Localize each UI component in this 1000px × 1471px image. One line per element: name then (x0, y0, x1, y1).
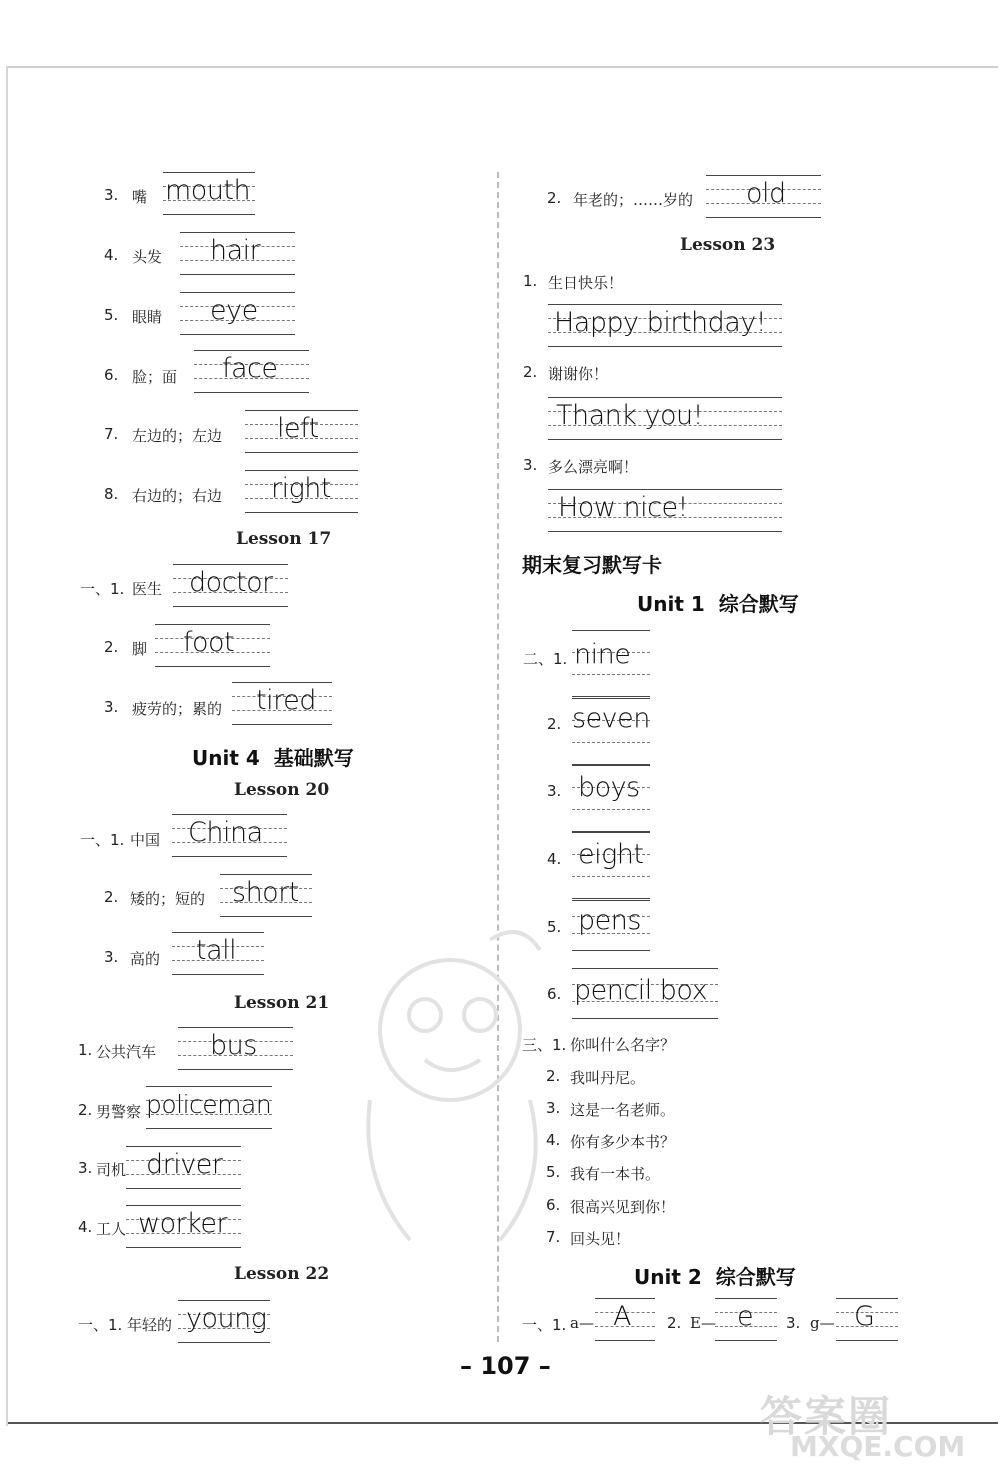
answer-word: left (277, 413, 319, 444)
answer-word: eight (578, 839, 644, 870)
item-number: 5. (104, 306, 119, 324)
writing-box (178, 1300, 270, 1342)
item-number: 3. (104, 186, 119, 204)
writing-box (245, 470, 358, 512)
item-label: 左边的；左边 (132, 427, 223, 445)
writing-box (548, 304, 782, 346)
item-label: 谢谢你！ (548, 365, 609, 383)
unit-number: Unit 1 (637, 592, 705, 616)
item-label: 医生 (132, 580, 163, 598)
writing-box (178, 1027, 293, 1069)
sentence-text: 我叫丹尼。 (570, 1069, 646, 1087)
answer-letter: G (854, 1301, 875, 1332)
answer-word: old (746, 178, 786, 209)
answer-word: tired (256, 685, 316, 716)
writing-box (595, 1298, 655, 1340)
writing-box (706, 175, 821, 217)
watermark-logo: 答案圈 (760, 1392, 893, 1441)
sentence-text: 回头见！ (570, 1230, 631, 1248)
item-number: 2. (547, 715, 562, 733)
writing-box (572, 968, 718, 1018)
unit-subtitle: 综合默写 (715, 1265, 796, 1289)
item-number: 3. (104, 698, 119, 716)
item-label: 公共汽车 (96, 1043, 157, 1061)
sentence-number: 6. (546, 1196, 561, 1214)
writing-box (220, 874, 312, 916)
sentence-number: 7. (546, 1228, 561, 1246)
item-number: 2. (104, 888, 119, 906)
item-label: 生日快乐！ (548, 274, 624, 292)
sentence-text: 很高兴见到你！ (570, 1198, 676, 1216)
unit-subtitle: 基础默写 (273, 746, 354, 770)
item-number: 二、1. (523, 650, 568, 668)
item-number: 3. (547, 782, 562, 800)
sentence-number: 4. (546, 1131, 561, 1149)
item-number: 2. (667, 1314, 682, 1332)
answer-word: boys (578, 772, 640, 803)
item-number: 1. (78, 1041, 93, 1059)
item-label: 工人 (96, 1220, 127, 1238)
sentence-text: 我有一本书。 (570, 1165, 661, 1183)
section-title: 期末复习默写卡 (522, 553, 662, 577)
answer-word: seven (572, 703, 650, 734)
sentence-text: 你叫什么名字？ (570, 1036, 676, 1054)
unit-number: Unit 2 (634, 1265, 702, 1289)
writing-box (232, 682, 332, 724)
item-number: 3. (523, 456, 538, 474)
answer-phrase: Happy birthday! (554, 307, 767, 338)
writing-box (245, 410, 358, 452)
top-rule (8, 66, 998, 68)
writing-box (126, 1205, 241, 1247)
sentence-number: 三、1. (522, 1036, 567, 1054)
answer-word: bus (210, 1030, 257, 1061)
writing-box (548, 489, 782, 531)
answer-phrase: How nice! (558, 492, 688, 523)
writing-box (548, 397, 782, 439)
item-number: 3. (78, 1159, 93, 1177)
item-number: 4. (78, 1218, 93, 1236)
sentence-number: 2. (546, 1067, 561, 1085)
answer-word: hair (210, 235, 261, 266)
writing-box (572, 900, 650, 950)
writing-box (146, 1086, 272, 1128)
item-number: 一、1. (522, 1316, 567, 1334)
lesson-title: Lesson 23 (680, 235, 776, 255)
writing-box (572, 765, 650, 831)
writing-box (155, 624, 270, 666)
letter-prompt: E— (690, 1314, 716, 1332)
sentence-text: 这是一名老师。 (570, 1101, 676, 1119)
item-number: 7. (104, 425, 119, 443)
answer-word: young (186, 1303, 267, 1334)
item-number: 3. (786, 1314, 801, 1332)
answer-word: short (232, 877, 299, 908)
answer-word: pencil box (574, 975, 708, 1006)
unit-number: Unit 4 (192, 746, 260, 770)
item-label: 脸；面 (132, 368, 178, 386)
answer-word: eye (210, 295, 258, 326)
item-number: 一、1. (78, 1316, 123, 1334)
writing-box (572, 630, 650, 696)
answer-word: China (188, 817, 263, 848)
item-number: 2. (523, 363, 538, 381)
writing-box (572, 698, 650, 764)
item-label: 年轻的 (127, 1316, 173, 1334)
answer-word: right (271, 473, 332, 504)
item-label: 多么漂亮啊！ (548, 458, 639, 476)
page-number: – 107 – (460, 1352, 551, 1380)
item-label: 矮的；短的 (130, 890, 206, 908)
item-label: 眼睛 (132, 308, 163, 326)
lesson-title: Lesson 22 (234, 1264, 330, 1284)
answer-letter: A (613, 1301, 631, 1332)
answer-word: tall (196, 935, 237, 966)
item-number: 6. (547, 985, 562, 1003)
item-label: 头发 (132, 248, 163, 266)
writing-box (194, 350, 309, 392)
answer-word: policeman (146, 1090, 272, 1119)
item-number: 8. (104, 485, 119, 503)
item-number: 2. (104, 638, 119, 656)
answer-word: driver (146, 1149, 223, 1180)
answer-letter: e (737, 1301, 754, 1332)
answer-word: face (222, 353, 278, 384)
writing-box (172, 932, 264, 974)
item-number: 一、1. (80, 580, 125, 598)
item-label: 中国 (130, 831, 161, 849)
item-label: 年老的；……岁的 (573, 191, 694, 209)
sentence-number: 3. (546, 1099, 561, 1117)
item-number: 4. (547, 850, 562, 868)
watermark-url: MXQE.COM (790, 1430, 966, 1463)
item-label: 高的 (130, 950, 161, 968)
unit-title (634, 1261, 796, 1290)
answer-word: foot (183, 627, 235, 658)
answer-word: doctor (189, 567, 273, 598)
unit-title (192, 742, 354, 771)
writing-box (173, 564, 288, 606)
item-number: 2. (78, 1101, 93, 1119)
answer-word: worker (138, 1208, 228, 1239)
writing-box (180, 232, 295, 274)
item-label: 司机 (96, 1161, 127, 1179)
item-label: 嘴 (132, 188, 148, 206)
item-label: 疲劳的；累的 (132, 700, 223, 718)
answer-word: nine (574, 639, 631, 670)
writing-box (715, 1298, 777, 1340)
item-number: 一、1. (80, 831, 125, 849)
item-number: 1. (523, 272, 538, 290)
writing-box (126, 1146, 241, 1188)
item-number: 4. (104, 246, 119, 264)
item-label: 男警察 (96, 1103, 142, 1121)
writing-box (172, 814, 287, 856)
lesson-title: Lesson 17 (236, 529, 332, 549)
letter-prompt: g— (810, 1314, 835, 1332)
item-number: 3. (104, 948, 119, 966)
item-label: 脚 (132, 640, 148, 658)
item-label: 右边的；右边 (132, 487, 223, 505)
answer-word: mouth (165, 175, 251, 206)
item-number: 2. (547, 189, 562, 207)
lesson-title: Lesson 21 (234, 993, 330, 1013)
left-rule (6, 66, 8, 1426)
unit-title (637, 588, 799, 617)
writing-box (180, 292, 295, 334)
letter-prompt: a— (570, 1314, 594, 1332)
lesson-title: Lesson 20 (234, 780, 330, 800)
sentence-text: 你有多少本书？ (570, 1133, 676, 1151)
item-number: 5. (547, 918, 562, 936)
sentence-number: 5. (546, 1163, 561, 1181)
writing-box (163, 172, 255, 214)
writing-box (572, 832, 650, 898)
unit-subtitle: 综合默写 (718, 592, 799, 616)
item-number: 6. (104, 366, 119, 384)
answer-word: pens (578, 905, 641, 936)
writing-box (836, 1298, 898, 1340)
answer-phrase: Thank you! (556, 400, 703, 431)
